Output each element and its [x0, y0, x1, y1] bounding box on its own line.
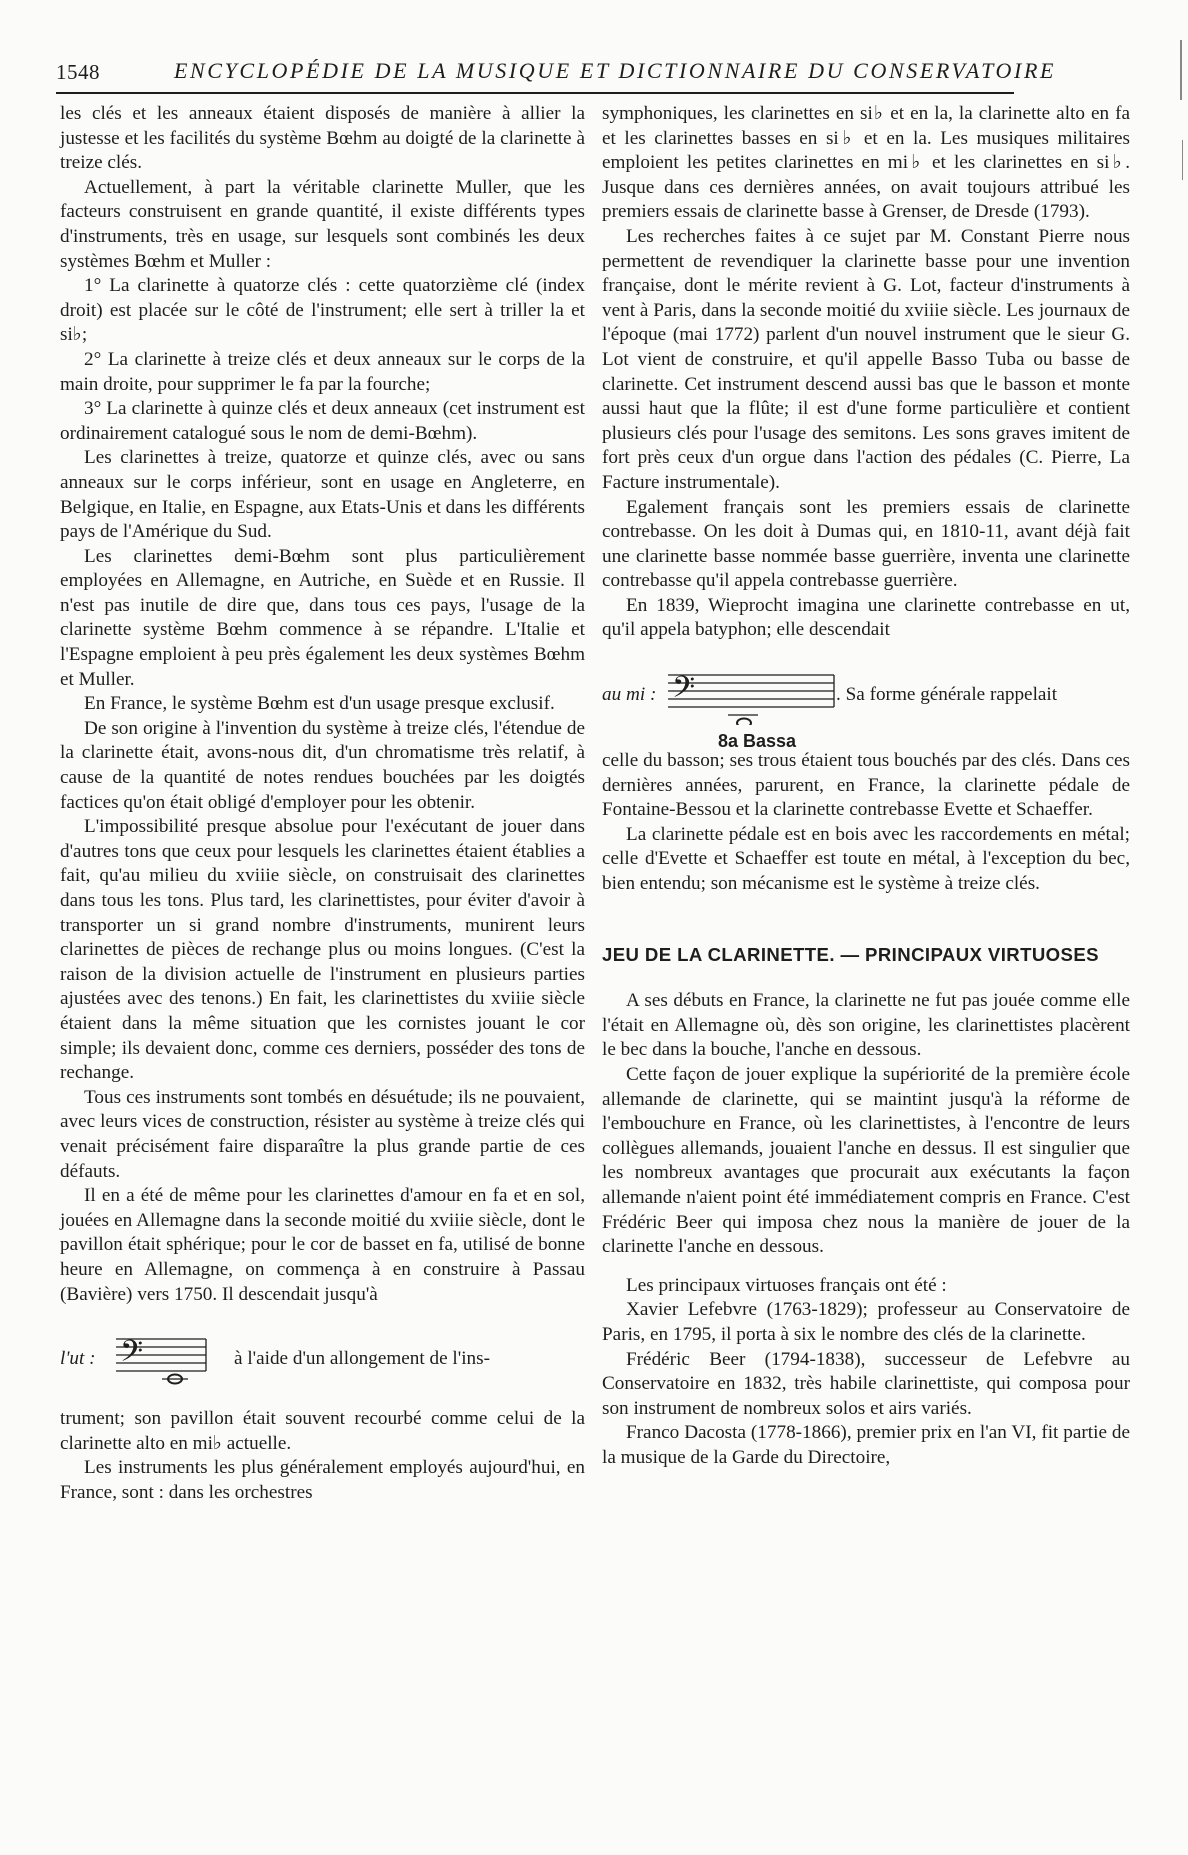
- page-number: 1548: [56, 60, 100, 84]
- paragraph: Il en a été de même pour les clarinettes d'amour en fa et en sol, jouées en Allemagne dans la seconde moitié du xviiie siècle, dont le pavillon était sphérique; pour le cor de basset en fa, utilisé de bonne heure en Allemagne, on commença à en construire à Passau (Bavière) vers 1750. Il descendait jusqu'à: [60, 1185, 585, 1305]
- svg-text:𝄢: 𝄢: [672, 671, 696, 713]
- paragraph: Actuellement, à part la véritable clarinette Muller, que les facteurs construisent en grande quantité, il existe différents types d'instruments, très en usage, sur lesquels sont combinés les deux systèmes Bœhm et Muller :: [60, 176, 585, 272]
- music-example-mi: [602, 657, 1130, 752]
- list-item: 3° La clarinette à quinze clés et deux anneaux (cet instrument est ordinairement catalogué sous le nom de demi-Bœhm).: [60, 398, 585, 444]
- paragraph: les clés et les anneaux étaient disposés de manière à allier la justesse et les facilités du système Bœhm au doigté de la clarinette à treize clés.: [60, 103, 585, 174]
- staff-notation-graphic: [668, 665, 836, 725]
- list-item: 1° La clarinette à quatorze clés : cette quatorzième clé (index droit) est placée sur le côté de l'instrument; elle sert à triller la et si♭;: [60, 275, 585, 346]
- bass-clef-staff: [116, 1329, 208, 1389]
- paragraph: Frédéric Beer (1794-1838), successeur de Lefebvre au Conservatoire en 1832, très habile clarinettiste, qui composa pour son instrument de nombreux solos et airs variés.: [602, 1348, 1130, 1419]
- paragraph: De son origine à l'invention du système à treize clés, l'étendue de la clarinette était, avons-nous dit, d'un chromatisme très relatif, à cause de la quantité de notes rendues bouchées par les doigtés factices qu'on était obligé d'employer pour les obtenir.: [60, 717, 585, 813]
- paragraph: Tous ces instruments sont tombés en désuétude; ils ne pouvaient, avec leurs vices de construction, résister au système à treize clés qui venait précisément faire disparaître la plus grande partie de ces défauts.: [60, 1086, 585, 1182]
- paragraph: Egalement français sont les premiers essais de clarinette contrebasse. On les doit à Dumas qui, en 1810-11, avant déjà fait une clarinette basse nommée basse guerrière, inventa une clarinette contrebasse qu'il appela contrebasse guerrière.: [602, 496, 1130, 592]
- running-title: ENCYCLOPÉDIE DE LA MUSIQUE ET DICTIONNAIRE DU CONSERVATOIRE: [174, 58, 1057, 83]
- paragraph: En France, le système Bœhm est d'un usage presque exclusif.: [84, 693, 555, 715]
- paragraph: En 1839, Wieprocht imagina une clarinette contrebasse en ut, qu'il appela batyphon; elle descendait: [602, 594, 1130, 641]
- staff-notation-graphic: [116, 1329, 208, 1389]
- ottava-bassa-marking: 8a Bassa: [718, 731, 797, 752]
- svg-text:𝄢: 𝄢: [120, 1335, 144, 1377]
- paragraph: Les clarinettes à treize, quatorze et quinze clés, avec ou sans anneaux sur le corps inférieur, sont en usage en Angleterre, en Belgique, en Italie, en Espagne, aux Etats-Unis et dans les différents pays de l'Amérique du Sud.: [60, 447, 585, 543]
- paragraph: Les recherches faites à ce sujet par M. Constant Pierre nous permettent de revendiquer la clarinette basse pour une invention française, dont le mérite revient à G. Lot, facteur d'instruments à vent à Paris, dans la seconde moitié du xviiie siècle. Les journaux de l'époque (mai 1772) parlent d'un nouvel instrument que le sieur G. Lot vient de construire, et qu'il appelle Basso Tuba ou basse de clarinette. Cet instrument descend aussi bas que le basson et monte aussi haut que la flûte; il est d'une forme particulière et contient plusieurs clés pour l'usage des semitons. Les sons graves imitent de fort près ceux d'un orgue dans l'action des pédales (C. Pierre, La Facture instrumentale).: [602, 225, 1130, 493]
- paragraph: Les principaux virtuoses français ont été :: [626, 1274, 947, 1296]
- paragraph: A ses débuts en France, la clarinette ne fut pas jouée comme elle l'était en Allemagne où, dès son origine, les clarinettistes placèrent le bec dans la bouche, l'anche en dessous.: [602, 990, 1130, 1061]
- paragraph: Cette façon de jouer explique la supériorité de la première école allemande de clarinette, qui se maintint jusqu'à la réforme de l'embouchure en France, où les clarinettistes, à l'encontre de leurs collègues allemands, jouaient l'anche en dessus. Il est singulier que les nombreux avantages que procurait aux exécutants la façon allemande n'aient point été immédiatement compris en France. C'est Frédéric Beer qui imposa chez nous la manière de jouer de la clarinette l'anche en dessous.: [602, 1064, 1130, 1258]
- paragraph: celle du basson; ses trous étaient tous bouchés par des clés. Dans ces dernières années, parurent, en France, la clarinette pédale de Fontaine-Bessou et la clarinette contrebasse Evette et Schaeffer.: [602, 750, 1130, 821]
- bass-clef-staff: [668, 665, 836, 725]
- page-edge-mark: [1180, 40, 1182, 100]
- header-rule: [56, 92, 1014, 94]
- page-header: [56, 58, 1057, 92]
- paragraph: symphoniques, les clarinettes en si♭ et en la, la clarinette alto en fa et les clarinettes basses en si♭ et en la. Les musiques militaires emploient les petites clarinettes en mi♭ et les clarinettes en si♭. Jusque dans ces dernières années, on avait toujours attribué les premiers essais de clarinette basse à Grenser, de Dresde (1793).: [602, 103, 1130, 223]
- right-column: [602, 102, 1130, 1471]
- paragraph: Les clarinettes demi-Bœhm sont plus particulièrement employées en Allemagne, en Autriche, en Suède et en Russie. Il n'est pas inutile de dire que, dans tous ces pays, l'usage de la clarinette système Bœhm commence à se répandre. L'Italie et l'Espagne emploient à peu près également les deux systèmes Bœhm et Muller.: [60, 545, 585, 690]
- left-column: [60, 102, 585, 1505]
- paragraph: Franco Dacosta (1778-1866), premier prix en l'an VI, fit partie de la musique de la Garde du Directoire,: [602, 1422, 1130, 1468]
- music-caption-text: à l'aide d'un allongement de l'ins-: [234, 1348, 491, 1370]
- section-heading: JEU DE LA CLARINETTE. — PRINCIPAUX VIRTUOSES: [602, 943, 1099, 965]
- page-edge-mark: [1182, 140, 1183, 180]
- list-item: 2° La clarinette à treize clés et deux anneaux sur le corps de la main droite, pour supprimer le fa par la fourche;: [60, 348, 585, 395]
- music-label: l'ut :: [60, 1348, 96, 1370]
- paragraph: trument; son pavillon était souvent recourbé comme celui de la clarinette alto en mi♭ actuelle.: [60, 1408, 585, 1454]
- music-caption-text: . Sa forme générale rappelait: [836, 684, 1058, 706]
- paragraph: L'impossibilité presque absolue pour l'exécutant de jouer dans d'autres tons que ceux pour lesquels les clarinettes étaient établies a fait, qu'au milieu du xviiie siècle, on construisait des clarinettes dans tous les tons. Plus tard, les clarinettistes, pour éviter d'avoir à transporter un si grand nombre d'instruments, munirent leurs clarinettes de pièces de rechange plus ou moins longues. (C'est la raison de la division actuelle de l'instrument en plusieurs parties ajustées avec des tenons.) En fait, les clarinettistes du xviiie siècle étaient dans la même situation que les cornistes jouant le cor simple; ils devaient donc, comme ces derniers, posséder des tons de rechange.: [60, 816, 585, 1084]
- paragraph: Les instruments les plus généralement employés aujourd'hui, en France, sont : dans les orchestres: [60, 1457, 585, 1503]
- music-label: au mi :: [602, 684, 657, 706]
- paragraph: La clarinette pédale est en bois avec les raccordements en métal; celle d'Evette et Schaeffer est toute en métal, à l'exception du bec, bien entendu; son mécanisme est le système à treize clés.: [602, 823, 1130, 895]
- music-example-ut: [60, 1321, 585, 1407]
- paragraph: Xavier Lefebvre (1763-1829); professeur au Conservatoire de Paris, en 1795, il porta à six le nombre des clés de la clarinette.: [602, 1299, 1130, 1345]
